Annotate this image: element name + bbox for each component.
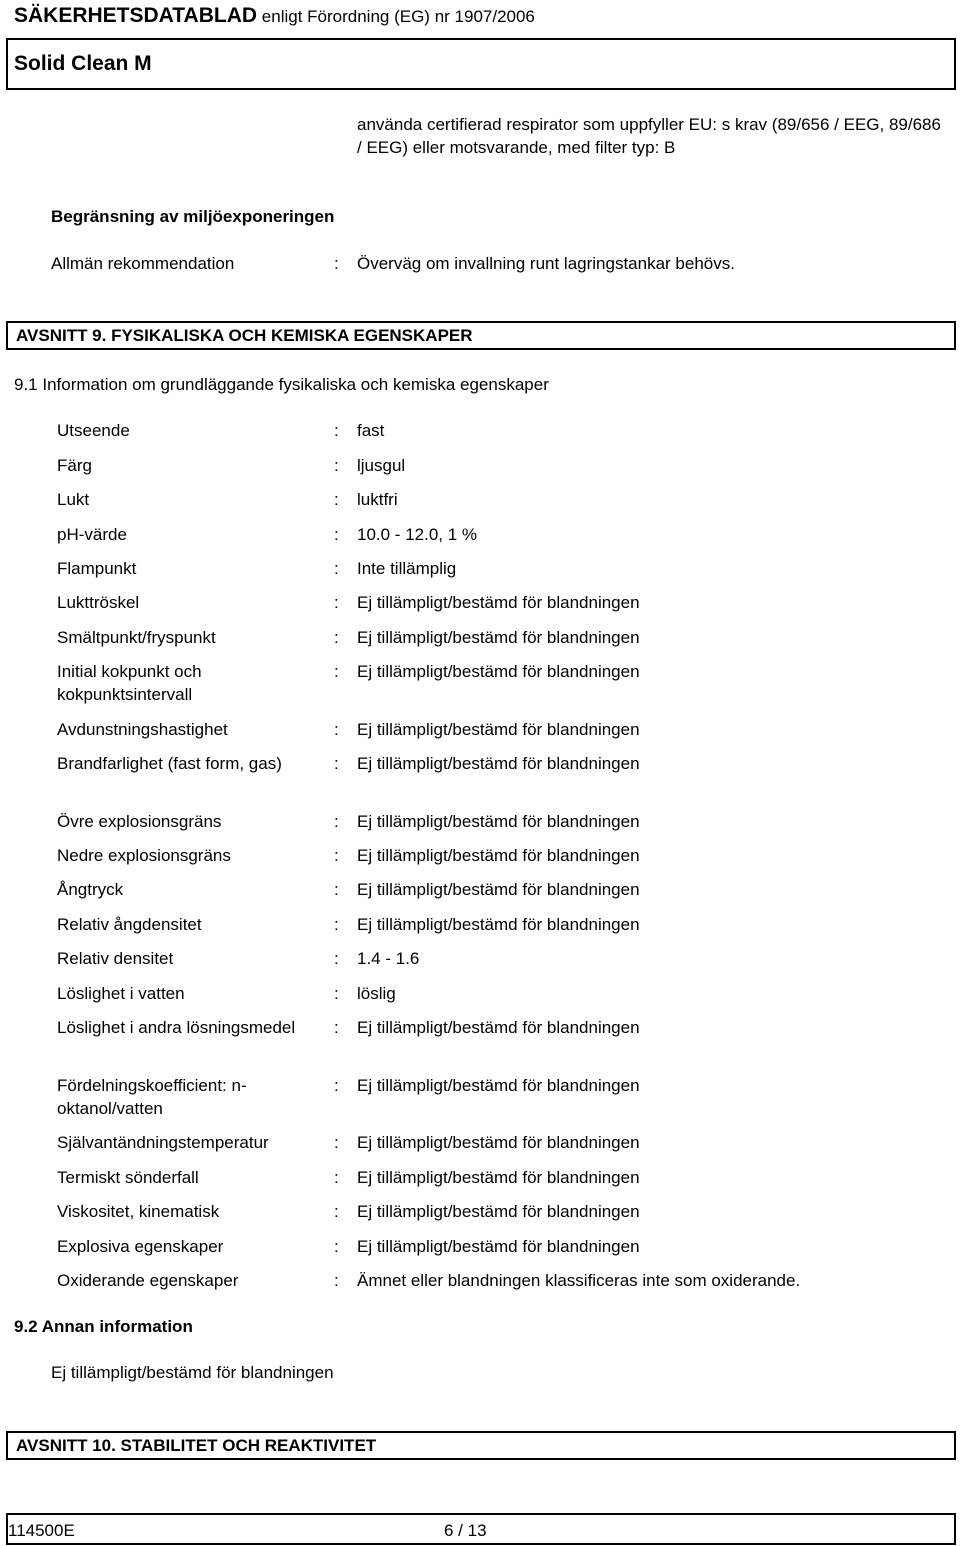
property-value: Ej tillämpligt/bestämd för blandningen	[357, 846, 640, 865]
property-value: Ej tillämpligt/bestämd för blandningen	[357, 1133, 640, 1152]
property-colon: :	[334, 490, 339, 509]
property-label: Explosiva egenskaper	[57, 1237, 224, 1256]
property-colon: :	[334, 456, 339, 475]
property-colon: :	[334, 662, 339, 681]
property-value: Ej tillämpligt/bestämd för blandningen	[357, 754, 640, 773]
property-label: Nedre explosionsgräns	[57, 846, 231, 865]
property-colon: :	[334, 421, 339, 440]
property-value: Ej tillämpligt/bestämd för blandningen	[357, 915, 640, 934]
property-value: 1.4 - 1.6	[357, 949, 420, 968]
property-colon: :	[334, 1271, 339, 1290]
property-value: ljusgul	[357, 456, 406, 475]
property-label: Relativ densitet	[57, 949, 174, 968]
property-label: Termiskt sönderfall	[57, 1168, 199, 1187]
property-value: luktfri	[357, 490, 398, 509]
property-label: Utseende	[57, 421, 130, 440]
property-value: löslig	[357, 984, 396, 1003]
property-value: Ej tillämpligt/bestämd för blandningen	[357, 628, 640, 647]
property-value: Ej tillämpligt/bestämd för blandningen	[357, 1076, 640, 1095]
property-value: Ej tillämpligt/bestämd för blandningen	[357, 662, 640, 681]
property-value: Inte tillämplig	[357, 559, 457, 578]
env-recommendation-value: Överväg om invallning runt lagringstankar behövs.	[357, 254, 735, 273]
property-value: Ej tillämpligt/bestämd för blandningen	[357, 593, 640, 612]
footer-page-number: 6 / 13	[444, 1521, 487, 1540]
property-label: Flampunkt	[57, 559, 137, 578]
property-value: Ej tillämpligt/bestämd för blandningen	[357, 880, 640, 899]
property-label: Relativ ångdensitet	[57, 915, 202, 934]
property-value: Ej tillämpligt/bestämd för blandningen	[357, 812, 640, 831]
property-label: Löslighet i vatten	[57, 984, 185, 1003]
property-colon: :	[334, 846, 339, 865]
section-9-title: AVSNITT 9. FYSIKALISKA OCH KEMISKA EGENSKAPER	[6, 321, 956, 350]
property-label: Smältpunkt/fryspunkt	[57, 628, 216, 647]
property-label: Avdunstningshastighet	[57, 720, 228, 739]
property-colon: :	[334, 1168, 339, 1187]
property-label: Oxiderande egenskaper	[57, 1271, 239, 1290]
property-colon: :	[334, 880, 339, 899]
property-colon: :	[334, 720, 339, 739]
property-colon: :	[334, 1237, 339, 1256]
property-value: Ämnet eller blandningen klassificeras inte som oxiderande.	[357, 1271, 801, 1290]
product-name: Solid Clean M	[14, 52, 152, 75]
property-colon: :	[334, 628, 339, 647]
property-value: fast	[357, 421, 385, 440]
footer-doc-number: 114500E	[8, 1521, 75, 1540]
property-value: Ej tillämpligt/bestämd för blandningen	[357, 1168, 640, 1187]
property-colon: :	[334, 1018, 339, 1037]
property-colon: :	[334, 559, 339, 578]
property-value: 10.0 - 12.0, 1 %	[357, 525, 478, 544]
property-label: pH-värde	[57, 525, 127, 544]
property-value: Ej tillämpligt/bestämd för blandningen	[357, 1237, 640, 1256]
property-colon: :	[334, 525, 339, 544]
section-10-title: AVSNITT 10. STABILITET OCH REAKTIVITET	[6, 1431, 956, 1460]
property-colon: :	[334, 1076, 339, 1095]
property-colon: :	[334, 754, 339, 773]
property-colon: :	[334, 984, 339, 1003]
property-value: Ej tillämpligt/bestämd för blandningen	[357, 720, 640, 739]
document-title-regulation: enligt Förordning (EG) nr 1907/2006	[257, 7, 535, 26]
property-colon: :	[334, 593, 339, 612]
env-recommendation-label: Allmän rekommendation	[51, 254, 235, 273]
property-colon: :	[334, 1133, 339, 1152]
other-information-text: Ej tillämpligt/bestämd för blandningen	[51, 1363, 334, 1382]
property-colon: :	[334, 915, 339, 934]
property-label: Initial kokpunkt och kokpunktsintervall	[57, 662, 202, 704]
property-colon: :	[334, 1202, 339, 1221]
property-label: Fördelningskoefficient: n-oktanol/vatten	[57, 1076, 247, 1118]
property-colon: :	[334, 949, 339, 968]
env-recommendation-colon: :	[334, 254, 339, 273]
section-9-2-heading: 9.2 Annan information	[14, 1317, 193, 1336]
property-label: Lukt	[57, 490, 90, 509]
property-value: Ej tillämpligt/bestämd för blandningen	[357, 1202, 640, 1221]
env-exposure-heading: Begränsning av miljöexponeringen	[51, 207, 335, 226]
property-label: Viskositet, kinematisk	[57, 1202, 220, 1221]
document-title	[14, 4, 535, 28]
property-label: Lukttröskel	[57, 593, 140, 612]
property-value: Ej tillämpligt/bestämd för blandningen	[357, 1018, 640, 1037]
document-title-main: SÄKERHETSDATABLAD	[14, 4, 258, 27]
property-label: Brandfarlighet (fast form, gas)	[57, 754, 282, 773]
property-label: Övre explosionsgräns	[57, 812, 222, 831]
property-label: Ångtryck	[57, 880, 124, 899]
respirator-text: använda certifierad respirator som uppfyller EU: s krav (89/656 / EEG, 89/686 / EEG) eller motsvarande, med filter typ: B	[357, 115, 941, 157]
property-label: Självantändningstemperatur	[57, 1133, 269, 1152]
property-colon: :	[334, 812, 339, 831]
property-label: Färg	[57, 456, 92, 475]
section-9-1-heading: 9.1 Information om grundläggande fysikaliska och kemiska egenskaper	[14, 375, 549, 394]
property-label: Löslighet i andra lösningsmedel	[57, 1018, 296, 1037]
